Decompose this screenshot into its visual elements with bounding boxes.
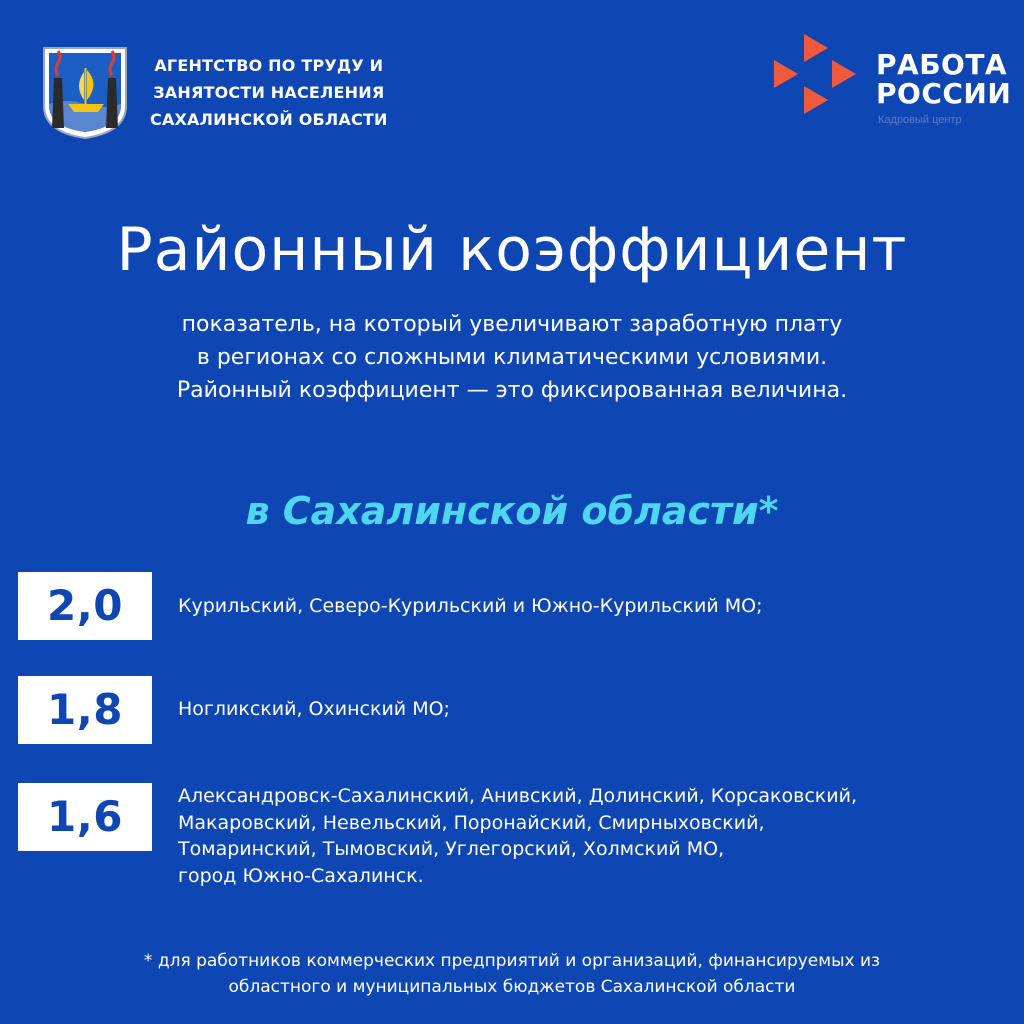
agency-name-line: АГЕНТСТВО ПО ТРУДУ И: [154, 55, 384, 75]
agency-name-line: ЗАНЯТОСТИ НАСЕЛЕНИЯ: [153, 82, 385, 102]
rabota-rossii-arrows-icon: [770, 30, 866, 126]
rabota-rossii-subtitle: Кадровый центр: [878, 114, 962, 126]
rabota-rossii-wordmark: [876, 50, 1011, 108]
coefficient-areas-line: Томаринский, Тымовский, Углегорский, Холмский МО,: [178, 838, 725, 860]
coefficient-areas-line: Курильский, Северо-Курильский и Южно-Курильский МО;: [178, 595, 763, 617]
agency-header: [40, 44, 388, 140]
rabota-rossii-line: РОССИИ: [876, 77, 1012, 110]
coefficient-areas-line: Александровск-Сахалинский, Анивский, Долинский, Корсаковский,: [178, 785, 857, 807]
agency-name: [150, 52, 388, 133]
sakhalin-coat-of-arms-icon: [40, 44, 130, 140]
definition-line: показатель, на который увеличивают заработную плату: [181, 312, 843, 337]
definition-text: [0, 308, 1024, 407]
footnote: [0, 948, 1024, 1000]
footnote-line: * для работников коммерческих предприятий и организаций, финансируемых из: [143, 951, 881, 971]
coefficient-value: 1,6: [18, 783, 152, 851]
agency-name-line: САХАЛИНСКОЙ ОБЛАСТИ: [150, 109, 388, 129]
definition-line: в регионах со сложными климатическими условиями.: [196, 345, 828, 370]
coefficient-value: 2,0: [18, 572, 152, 640]
region-heading: в Сахалинской области*: [245, 489, 779, 533]
coefficient-areas: [178, 593, 1008, 620]
page-title: Районный коэффициент: [116, 215, 908, 285]
definition-line: Районный коэффициент — это фиксированная величина.: [176, 378, 848, 403]
footnote-line: областного и муниципальных бюджетов Сахалинской области: [228, 977, 796, 997]
coefficient-areas-line: город Южно-Сахалинск.: [178, 864, 424, 887]
coefficient-areas: [178, 696, 1008, 723]
rabota-rossii-line: РАБОТА: [876, 48, 1008, 81]
coefficient-areas-line: Макаровский, Невельский, Поронайский, Смирныховский,: [178, 811, 765, 834]
coefficient-value: 1,8: [18, 676, 152, 744]
coefficient-areas: [178, 783, 1008, 889]
rabota-rossii-logo: [770, 30, 1010, 130]
coefficient-areas-line: Ногликский, Охинский МО;: [178, 698, 450, 720]
